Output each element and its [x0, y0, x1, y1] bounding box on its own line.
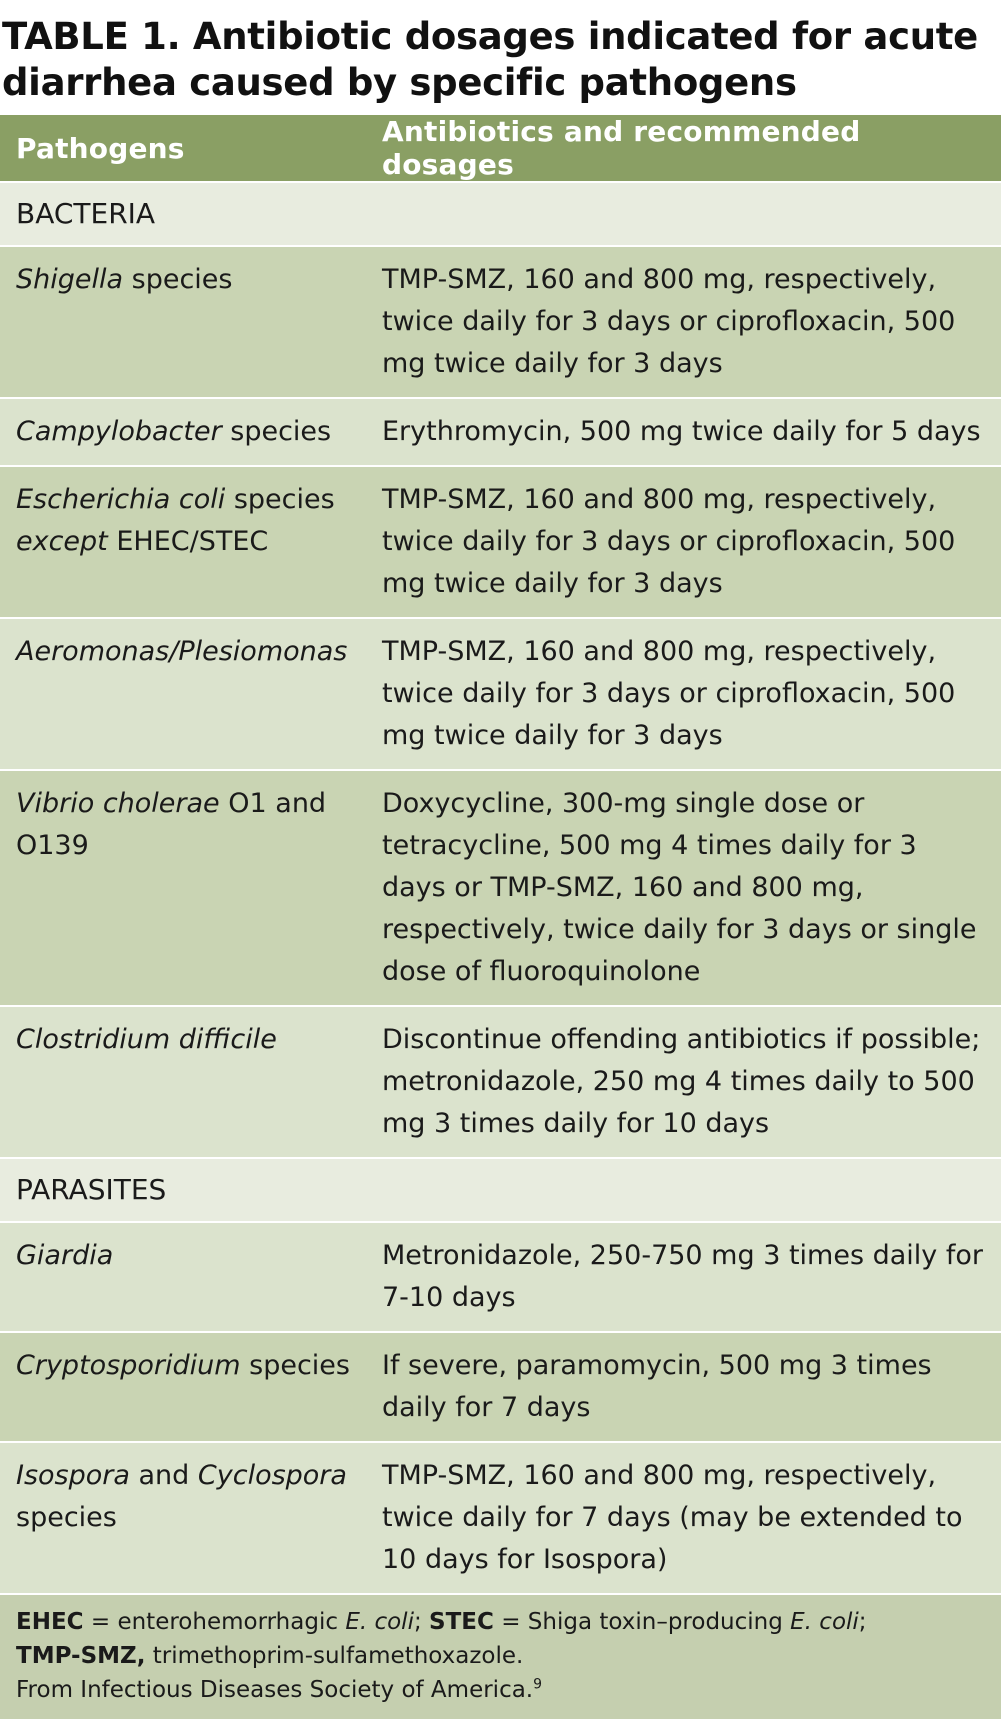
- pathogen-qualifier: species: [221, 416, 332, 447]
- table-row: [0, 1332, 1001, 1442]
- section-row-bacteria: [0, 182, 1001, 246]
- pathogen-cell: [0, 1222, 366, 1332]
- pathogen-connector: and: [129, 1460, 198, 1491]
- dosage-cell: If severe, paramomycin, 500 mg 3 times daily for 7 days: [366, 1332, 1001, 1442]
- pathogen-name: Shigella: [16, 264, 124, 295]
- pathogen-cell: [0, 1332, 366, 1442]
- dosage-cell: Doxycycline, 300-mg single dose or tetracycline, 500 mg 4 times daily for 3 days or TMP-SMZ, 160 and 800 mg, respectively, twice daily for 3 days or single dose of fluoroquinolone: [366, 770, 1001, 1006]
- table-row: [0, 1442, 1001, 1594]
- dosage-cell: TMP-SMZ, 160 and 800 mg, respectively, twice daily for 3 days or ciprofloxacin, 500 mg twice daily for 3 days: [366, 246, 1001, 398]
- dosage-cell: TMP-SMZ, 160 and 800 mg, respectively, twice daily for 3 days or ciprofloxacin, 500 mg twice daily for 3 days: [366, 618, 1001, 770]
- section-label-bacteria: BACTERIA: [0, 182, 1001, 246]
- pathogen-cell: [0, 246, 366, 398]
- pathogen-cell: [0, 1006, 366, 1158]
- table-row: [0, 1006, 1001, 1158]
- separator: ;: [858, 1609, 867, 1635]
- pathogen-cell: [0, 770, 366, 1006]
- abbr-ehec: EHEC: [16, 1609, 84, 1635]
- footnote-abbreviations: [16, 1605, 985, 1639]
- pathogen-name: Aeromonas/Plesiomonas: [16, 636, 348, 667]
- table-row: [0, 398, 1001, 466]
- section-row-parasites: [0, 1158, 1001, 1222]
- header-pathogens: Pathogens: [0, 115, 366, 182]
- pathogen-cell: [0, 1442, 366, 1594]
- footnote-row: [0, 1594, 1001, 1719]
- pathogen-qualifier-italic: except: [16, 526, 108, 557]
- pathogen-name: Giardia: [16, 1240, 114, 1271]
- abbr-tmp-smz: TMP-SMZ,: [16, 1643, 146, 1669]
- abbr-ehec-def: = enterohemorrhagic: [83, 1609, 346, 1635]
- pathogen-qualifier: species: [16, 1502, 117, 1533]
- pathogen-name: Cryptosporidium: [16, 1350, 241, 1381]
- source-text: From Infectious Diseases Society of America.: [16, 1677, 534, 1703]
- pathogen-cell: [0, 618, 366, 770]
- dosage-cell: TMP-SMZ, 160 and 800 mg, respectively, twice daily for 3 days or ciprofloxacin, 500 mg twice daily for 3 days: [366, 466, 1001, 618]
- dosage-cell: TMP-SMZ, 160 and 800 mg, respectively, twice daily for 7 days (may be extended to 10 days for Isospora): [366, 1442, 1001, 1594]
- table-row: [0, 770, 1001, 1006]
- pathogen-name: Clostridium difficile: [16, 1024, 277, 1055]
- pathogen-cell: [0, 398, 366, 466]
- dosage-cell: Metronidazole, 250-750 mg 3 times daily for 7-10 days: [366, 1222, 1001, 1332]
- dosage-cell: Discontinue offending antibiotics if possible; metronidazole, 250 mg 4 times daily to 500 mg 3 times daily for 10 days: [366, 1006, 1001, 1158]
- abbr-stec-def-italic: E. coli: [790, 1609, 859, 1635]
- pathogen-qualifier: species: [225, 484, 335, 515]
- table-row: [0, 466, 1001, 618]
- dosage-cell: Erythromycin, 500 mg twice daily for 5 days: [366, 398, 1001, 466]
- section-label-parasites: PARASITES: [0, 1158, 1001, 1222]
- abbr-stec: STEC: [429, 1609, 494, 1635]
- pathogen-qualifier: O1 and O139: [16, 788, 327, 861]
- pathogen-name: Cyclospora: [197, 1460, 347, 1491]
- table-row: [0, 246, 1001, 398]
- pathogen-name: Isospora: [16, 1460, 130, 1491]
- pathogen-cell: [0, 466, 366, 618]
- table-row: [0, 1222, 1001, 1332]
- table-row: [0, 618, 1001, 770]
- pathogen-qualifier: EHEC/STEC: [107, 526, 269, 557]
- pathogen-qualifier: species: [123, 264, 233, 295]
- table-title: TABLE 1. Antibiotic dosages indicated for acute diarrhea caused by specific pathogens: [2, 15, 978, 104]
- table-header-row: [0, 115, 1001, 182]
- pathogen-qualifier: species: [240, 1350, 350, 1381]
- footnote-cell: [0, 1594, 1001, 1719]
- pathogen-name: Campylobacter: [16, 416, 222, 447]
- pathogen-name: Escherichia coli: [16, 484, 226, 515]
- abbr-tmp-smz-def: trimethoprim-sulfamethoxazole.: [145, 1643, 524, 1669]
- footnote-tmp: [16, 1639, 985, 1673]
- footnote-source: [16, 1673, 985, 1707]
- abbr-stec-def: = Shiga toxin–producing: [493, 1609, 791, 1635]
- header-antibiotics: Antibiotics and recommended dosages: [366, 115, 1001, 182]
- abbr-ehec-def-italic: E. coli: [345, 1609, 414, 1635]
- pathogen-name: Vibrio cholerae: [16, 788, 220, 819]
- dosage-table: [0, 115, 1001, 1719]
- source-reference: 9: [533, 1676, 543, 1693]
- separator: ;: [413, 1609, 430, 1635]
